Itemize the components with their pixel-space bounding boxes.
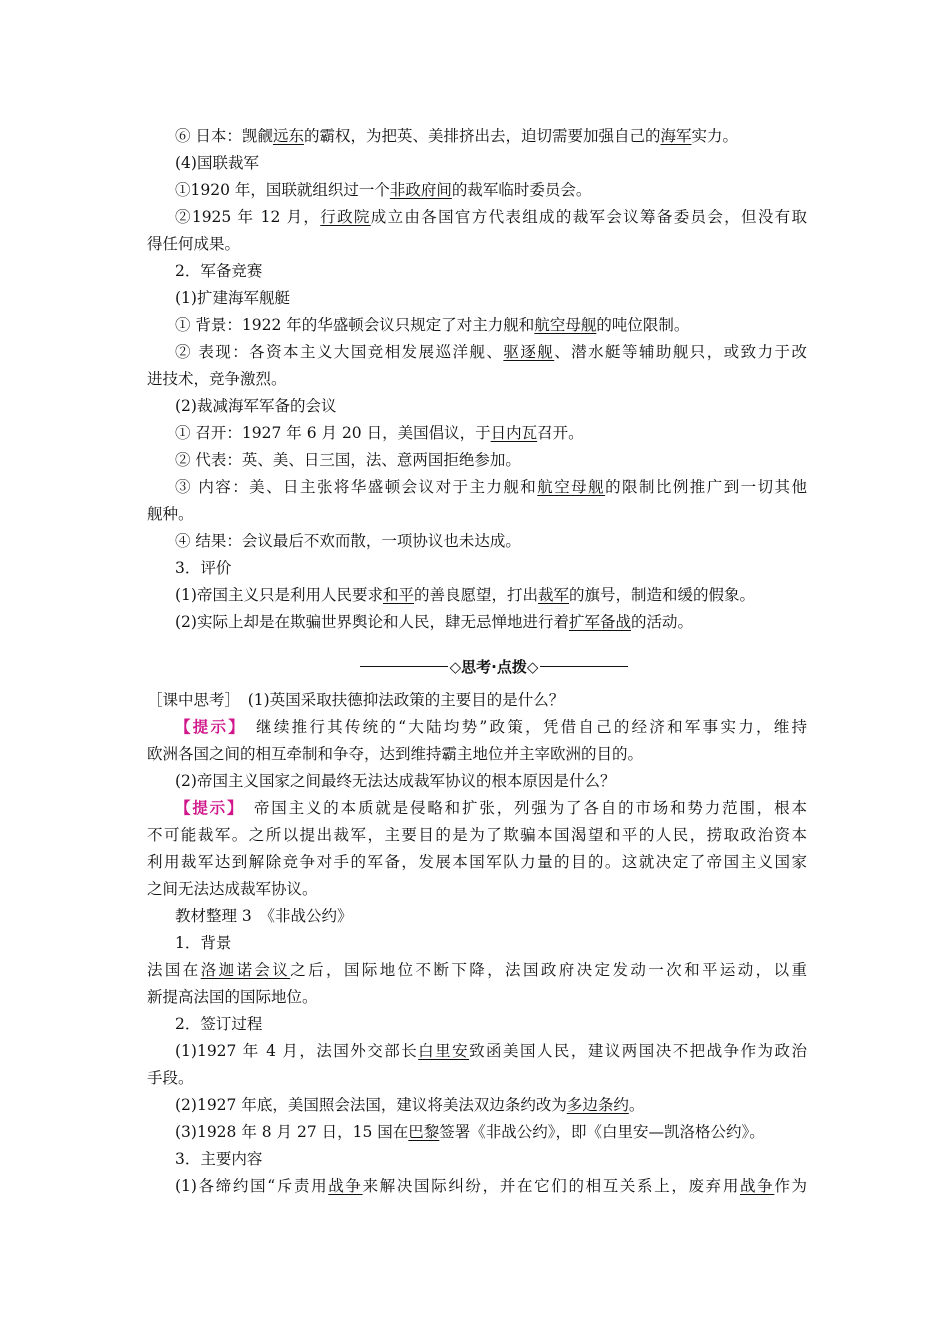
text-line bbox=[147, 825, 807, 845]
text-line bbox=[147, 234, 807, 254]
underlined-answer: 扩军备战 bbox=[568, 613, 631, 631]
text-segment: 得任何成果。 bbox=[147, 235, 241, 253]
text-line bbox=[175, 1176, 807, 1196]
text-line bbox=[175, 153, 807, 173]
text-segment: 帝国主义的本质就是侵略和扩张，列强为了各自的市场和势力范围，根本 bbox=[236, 799, 807, 817]
text-segment: 的活动。 bbox=[630, 613, 693, 631]
text-line bbox=[147, 1068, 807, 1088]
underlined-answer: 和平 bbox=[382, 586, 414, 604]
underlined-answer: 行政院 bbox=[320, 208, 371, 226]
text-segment: ⑥ 日本：觊觎 bbox=[175, 127, 273, 145]
text-segment: 、潜水艇等辅助舰只，或致力于改 bbox=[554, 343, 807, 361]
text-segment: 的霸权，为把英、美排挤出去，迫切需要加强自己的 bbox=[303, 127, 661, 145]
underlined-answer: 战争 bbox=[740, 1177, 775, 1195]
text-line bbox=[175, 933, 807, 953]
underlined-answer: 洛迦诺会议 bbox=[200, 961, 291, 979]
text-line bbox=[175, 1122, 807, 1142]
text-line bbox=[147, 879, 807, 899]
text-segment: 致函美国人民，建议两国决不把战争作为政治 bbox=[469, 1042, 807, 1060]
text-segment: 2．军备竞赛 bbox=[175, 262, 263, 280]
underlined-answer: 白里安 bbox=[418, 1042, 470, 1060]
text-segment: ① 背景：1922 年的华盛顿会议只规定了对主力舰和 bbox=[175, 316, 535, 334]
text-segment: (2)1927 年底，美国照会法国，建议将美法双边条约改为 bbox=[175, 1096, 567, 1114]
underlined-answer: 航空母舰 bbox=[534, 316, 597, 334]
underlined-answer: 驱逐舰 bbox=[503, 343, 555, 361]
text-line bbox=[175, 585, 807, 605]
text-line bbox=[175, 396, 807, 416]
text-segment: 舰种。 bbox=[147, 505, 194, 523]
text-line bbox=[175, 612, 807, 632]
text-segment: 法国在 bbox=[147, 961, 201, 979]
text-segment: 进技术，竞争激烈。 bbox=[147, 370, 287, 388]
text-segment: (1)扩建海军舰艇 bbox=[175, 289, 290, 307]
underlined-answer: 巴黎 bbox=[408, 1123, 440, 1141]
text-segment: 继续推行其传统的“大陆均势”政策，凭借自己的经济和军事实力，维持 bbox=[238, 718, 807, 736]
text-line bbox=[175, 717, 807, 737]
text-segment: ①1920 年，国联就组织过一个 bbox=[175, 181, 390, 199]
text-line bbox=[175, 1014, 807, 1034]
text-line bbox=[175, 423, 807, 443]
text-line bbox=[175, 126, 807, 146]
text-line bbox=[175, 798, 807, 818]
text-segment: (3)1928 年 8 月 27 日，15 国在 bbox=[175, 1123, 409, 1141]
text-segment: ②1925 年 12 月， bbox=[175, 208, 321, 226]
text-segment: 手段。 bbox=[147, 1069, 194, 1087]
text-line bbox=[175, 261, 807, 281]
text-line bbox=[147, 744, 807, 764]
text-segment: (2)裁减海军军备的会议 bbox=[175, 397, 337, 415]
text-segment: 新提高法国的国际地位。 bbox=[147, 988, 318, 1006]
text-segment: 的善良愿望，打出 bbox=[413, 586, 538, 604]
underlined-answer: 远东 bbox=[272, 127, 304, 145]
text-line bbox=[175, 450, 807, 470]
text-segment: 成立由各国官方代表组成的裁军会议筹备委员会，但没有取 bbox=[370, 208, 807, 226]
text-line bbox=[175, 531, 807, 551]
text-segment: 的裁军临时委员会。 bbox=[451, 181, 592, 199]
text-segment: 实力。 bbox=[691, 127, 738, 145]
text-line bbox=[147, 504, 807, 524]
underlined-answer: 裁军 bbox=[538, 586, 570, 604]
text-segment: ③ 内容：美、日主张将华盛顿会议对于主力舰和 bbox=[175, 478, 538, 496]
text-segment: ① 召开：1927 年 6 月 20 日，美国倡议，于 bbox=[175, 424, 491, 442]
divider-title: ◇思考·点拨◇ bbox=[449, 657, 539, 676]
text-segment: 作为 bbox=[774, 1177, 807, 1195]
text-line bbox=[147, 369, 807, 389]
text-segment: 不可能裁军。之所以提出裁军，主要目的是为了欺骗本国渴望和平的人民，捞取政治资本 bbox=[147, 826, 807, 844]
text-line bbox=[175, 180, 807, 200]
text-segment: 3．主要内容 bbox=[175, 1150, 263, 1168]
underlined-answer: 战争 bbox=[328, 1177, 363, 1195]
text-segment: 的吨位限制。 bbox=[596, 316, 690, 334]
divider-rule-left bbox=[360, 666, 448, 667]
text-segment: (2)帝国主义国家之间最终无法达成裁军协议的根本原因是什么？ bbox=[175, 772, 616, 790]
text-line bbox=[147, 960, 807, 980]
text-line bbox=[175, 477, 807, 497]
text-line bbox=[175, 1095, 807, 1115]
text-line bbox=[175, 207, 807, 227]
text-segment: ② 代表：英、美、日三国，法、意两国拒绝参加。 bbox=[175, 451, 521, 469]
underlined-answer: 航空母舰 bbox=[537, 478, 606, 496]
text-segment: 的限制比例推广到一切其他 bbox=[605, 478, 807, 496]
text-line bbox=[147, 852, 807, 872]
divider-rule-right bbox=[540, 666, 628, 667]
section-divider bbox=[360, 656, 628, 676]
underlined-answer: 非政府间 bbox=[389, 181, 452, 199]
text-segment: 签署《非战公约》，即《白里安—凯洛格公约》。 bbox=[439, 1123, 765, 1141]
text-line bbox=[175, 558, 807, 578]
text-line bbox=[147, 987, 807, 1007]
underlined-answer: 海军 bbox=[660, 127, 692, 145]
text-segment: (1)帝国主义只是利用人民要求 bbox=[175, 586, 383, 604]
text-segment: (4)国联裁军 bbox=[175, 154, 259, 172]
underlined-answer: 多边条约 bbox=[566, 1096, 629, 1114]
text-segment: 欧洲各国之间的相互牵制和争夺，达到维持霸主地位并主宰欧洲的目的。 bbox=[147, 745, 644, 763]
text-line bbox=[175, 771, 807, 791]
hint-label: 【提示】 bbox=[175, 717, 239, 736]
text-segment: ［课中思考］ (1)英国采取扶德抑法政策的主要目的是什么？ bbox=[147, 691, 565, 709]
text-segment: 召开。 bbox=[537, 424, 584, 442]
text-segment: ④ 结果：会议最后不欢而散，一项协议也未达成。 bbox=[175, 532, 521, 550]
text-line bbox=[175, 288, 807, 308]
text-segment: 2．签订过程 bbox=[175, 1015, 263, 1033]
text-line bbox=[175, 906, 807, 926]
text-segment: (1)1927 年 4 月，法国外交部长 bbox=[175, 1042, 419, 1060]
text-line bbox=[175, 315, 807, 335]
text-segment: 3．评价 bbox=[175, 559, 232, 577]
text-segment: ② 表现：各资本主义大国竞相发展巡洋舰、 bbox=[175, 343, 504, 361]
text-segment: 利用裁军达到解除竞争对手的军备，发展本国军队力量的目的。这就决定了帝国主义国家 bbox=[147, 853, 807, 871]
text-segment: (1)各缔约国“斥责用 bbox=[175, 1177, 329, 1195]
hint-label: 【提示】 bbox=[175, 798, 237, 817]
text-segment: (2)实际上却是在欺骗世界舆论和人民，肆无忌惮地进行着 bbox=[175, 613, 569, 631]
text-segment: 来解决国际纠纷，并在它们的相互关系上，废弃用 bbox=[362, 1177, 740, 1195]
text-line bbox=[175, 1041, 807, 1061]
text-line bbox=[147, 690, 807, 710]
text-segment: 之后，国际地位不断下降，法国政府决定发动一次和平运动，以重 bbox=[290, 961, 807, 979]
text-line bbox=[175, 1149, 807, 1169]
text-line bbox=[175, 342, 807, 362]
underlined-answer: 日内瓦 bbox=[490, 424, 538, 442]
text-segment: 之间无法达成裁军协议。 bbox=[147, 880, 318, 898]
text-segment: 的旗号，制造和缓的假象。 bbox=[569, 586, 756, 604]
text-segment: 1．背景 bbox=[175, 934, 232, 952]
text-segment: 教材整理 3 《非战公约》 bbox=[175, 907, 353, 925]
text-segment: 。 bbox=[628, 1096, 645, 1114]
